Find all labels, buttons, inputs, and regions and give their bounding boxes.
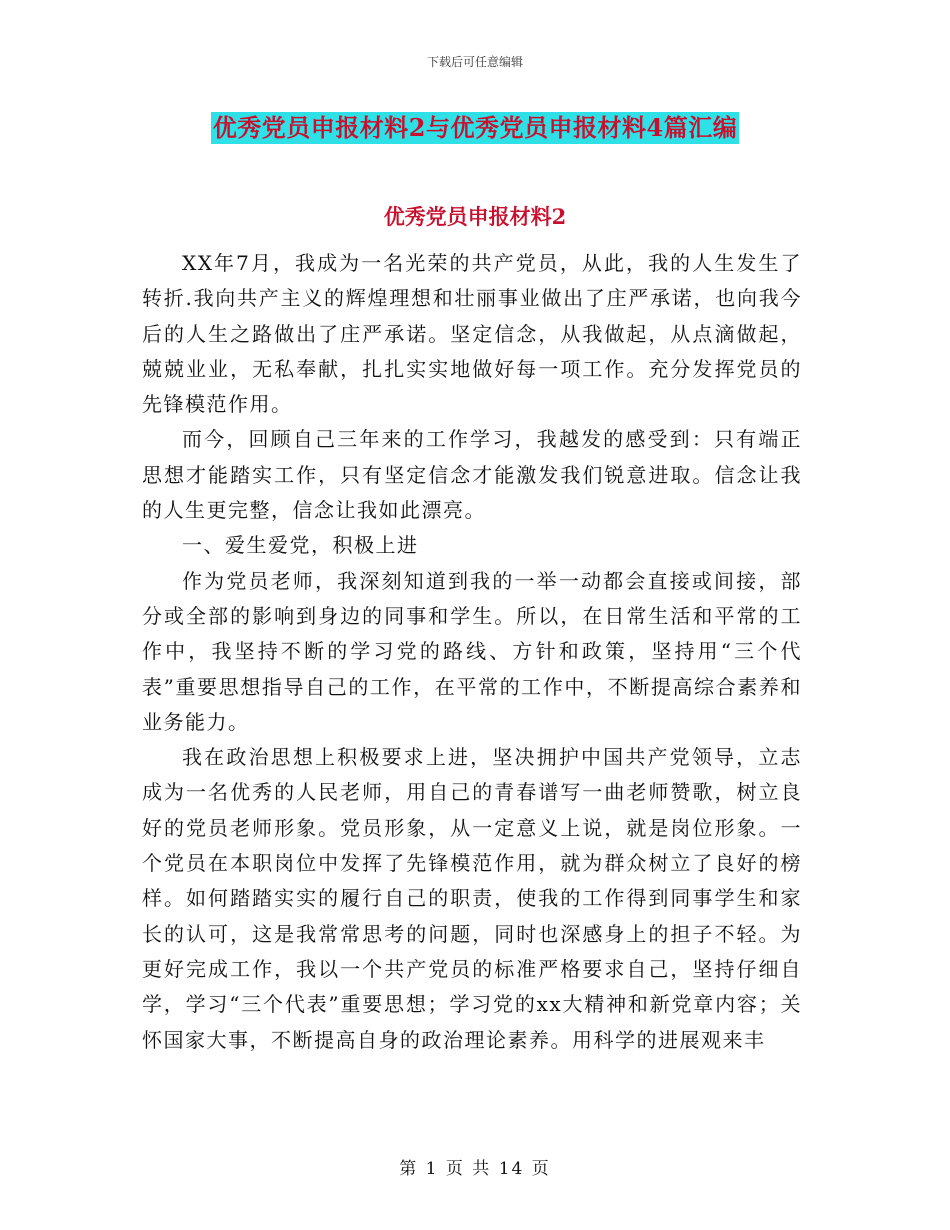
paragraph: XX年7月，我成为一名光荣的共产党员，从此，我的人生发生了转折.我向共产主义的辉煌理想和壮丽事业做出了庄严承诺，也向我今后的人生之路做出了庄严承诺。坚定信念，从我做起，从点滴做起，兢兢业业，无私奉献，扎扎实实地做好每一项工作。充分发挥党员的先锋模范作用。 xyxy=(142,251,802,417)
paragraph: 我在政治思想上积极要求上进，坚决拥护中国共产党领导，立志成为一名优秀的人民老师，用自己的青春谱写一曲老师赞歌，树立良好的党员老师形象。党员形象，从一定意义上说，就是岗位形象。一个党员在本职岗位中发挥了先锋模范作用，就为群众树立了良好的榜样。如何踏踏实实的履行自己的职责，使我的工作得到同事学生和家长的认可，这是我常常思考的问题，同时也深感身上的担子不轻。为更好完成工作，我以一个共产党员的标准严格要求自己，坚持仔细自学，学习“三个代表”重要思想；学习党的xx大精神和新党章内容；关怀国家大事，不断提高自身的政治理论素养。用科学的进展观来丰 xyxy=(142,745,802,1052)
document-title: 优秀党员申报材料2与优秀党员申报材料4篇汇编 xyxy=(212,113,738,142)
document-body xyxy=(142,246,802,1058)
paragraph: 而今，回顾自己三年来的工作学习，我越发的感受到：只有端正思想才能踏实工作，只有坚定信念才能激发我们锐意进取。信念让我的人生更完整，信念让我如此漂亮。 xyxy=(142,427,802,523)
document-title-wrapper xyxy=(0,112,950,144)
section-heading: 一、爱生爱党，积极上进 xyxy=(182,533,419,558)
page-header: 下载后可任意编辑 xyxy=(426,55,523,69)
page-footer: 第 1 页 共 14 页 xyxy=(399,1159,551,1179)
section-title: 优秀党员申报材料2 xyxy=(383,204,567,229)
paragraph: 作为党员老师，我深刻知道到我的一举一动都会直接或间接，部分或全部的影响到身边的同事和学生。所以，在日常生活和平常的工作中，我坚持不断的学习党的路线、方针和政策，坚持用“三个代表”重要思想指导自己的工作，在平常的工作中，不断提高综合素养和业务能力。 xyxy=(142,568,802,734)
